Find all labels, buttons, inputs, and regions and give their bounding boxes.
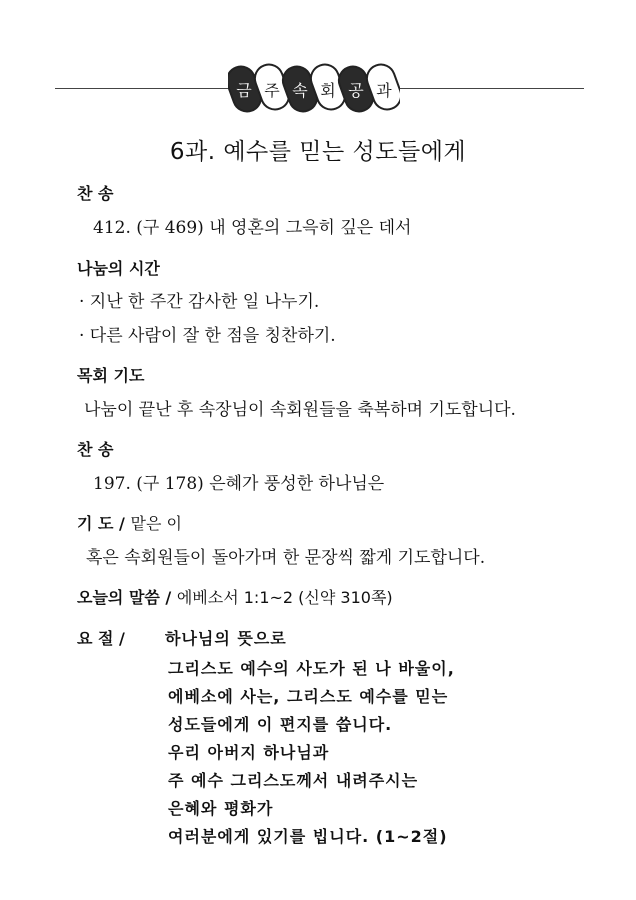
page-title: 6과. 예수를 믿는 성도들에게	[169, 139, 467, 165]
key-verse-line-3: 에베소에 사는, 그리스도 예수를 믿는	[168, 687, 449, 706]
todays-word-heading	[77, 585, 393, 608]
key-verse-line-2: 그리스도 예수의 사도가 된 나 바울이,	[168, 659, 455, 678]
key-verse-line-4: 성도들에게 이 편지를 씁니다.	[168, 715, 393, 734]
key-verse-line-6: 주 예수 그리스도께서 내려주시는	[168, 771, 419, 790]
prayer-text: 혹은 속회원들이 돌아가며 한 문장씩 짧게 기도합니다.	[86, 548, 486, 568]
prayer-heading-label: 기 도 /	[77, 514, 125, 533]
hymn2-heading: 찬 송	[77, 440, 114, 459]
badge-char-4: 회	[320, 81, 336, 100]
badge-char-2: 주	[264, 81, 280, 100]
prayer-heading	[77, 511, 182, 534]
key-verse-line-5: 우리 아버지 하나님과	[168, 743, 330, 762]
key-verse-line-7: 은혜와 평화가	[168, 799, 274, 818]
sharing-item-1: · 지난 한 주간 감사한 일 나누기.	[79, 292, 320, 312]
badge-char-1: 금	[236, 81, 252, 100]
key-verse-line-8: 여러분에게 있기를 빕니다. (1~2절)	[168, 827, 448, 846]
badge-char-3: 속	[292, 81, 308, 100]
key-verse-line-1: 하나님의 뜻으로	[165, 629, 287, 648]
pastoral-prayer-text: 나눔이 끝난 후 속장님이 속회원들을 축복하며 기도합니다.	[84, 400, 516, 420]
prayer-heading-sub: 맡은 이	[130, 514, 182, 533]
hymn1-text: 412. (구 469) 내 영혼의 그윽히 깊은 데서	[93, 218, 412, 238]
badge-char-6: 과	[376, 81, 392, 100]
hymn1-heading: 찬 송	[77, 184, 114, 203]
todays-word-sub: 에베소서 1:1~2 (신약 310쪽)	[176, 588, 393, 607]
badge-char-5: 공	[348, 81, 364, 100]
hymn2-text: 197. (구 178) 은혜가 풍성한 하나님은	[93, 474, 385, 494]
sharing-item-2: · 다른 사람이 잘 한 점을 칭찬하기.	[79, 326, 336, 346]
sharing-heading: 나눔의 시간	[77, 259, 160, 278]
key-verse-label: 요 절 /	[77, 629, 125, 648]
todays-word-label: 오늘의 말씀 /	[77, 588, 172, 607]
pastoral-prayer-heading: 목회 기도	[77, 366, 145, 385]
header-badge	[228, 60, 400, 116]
